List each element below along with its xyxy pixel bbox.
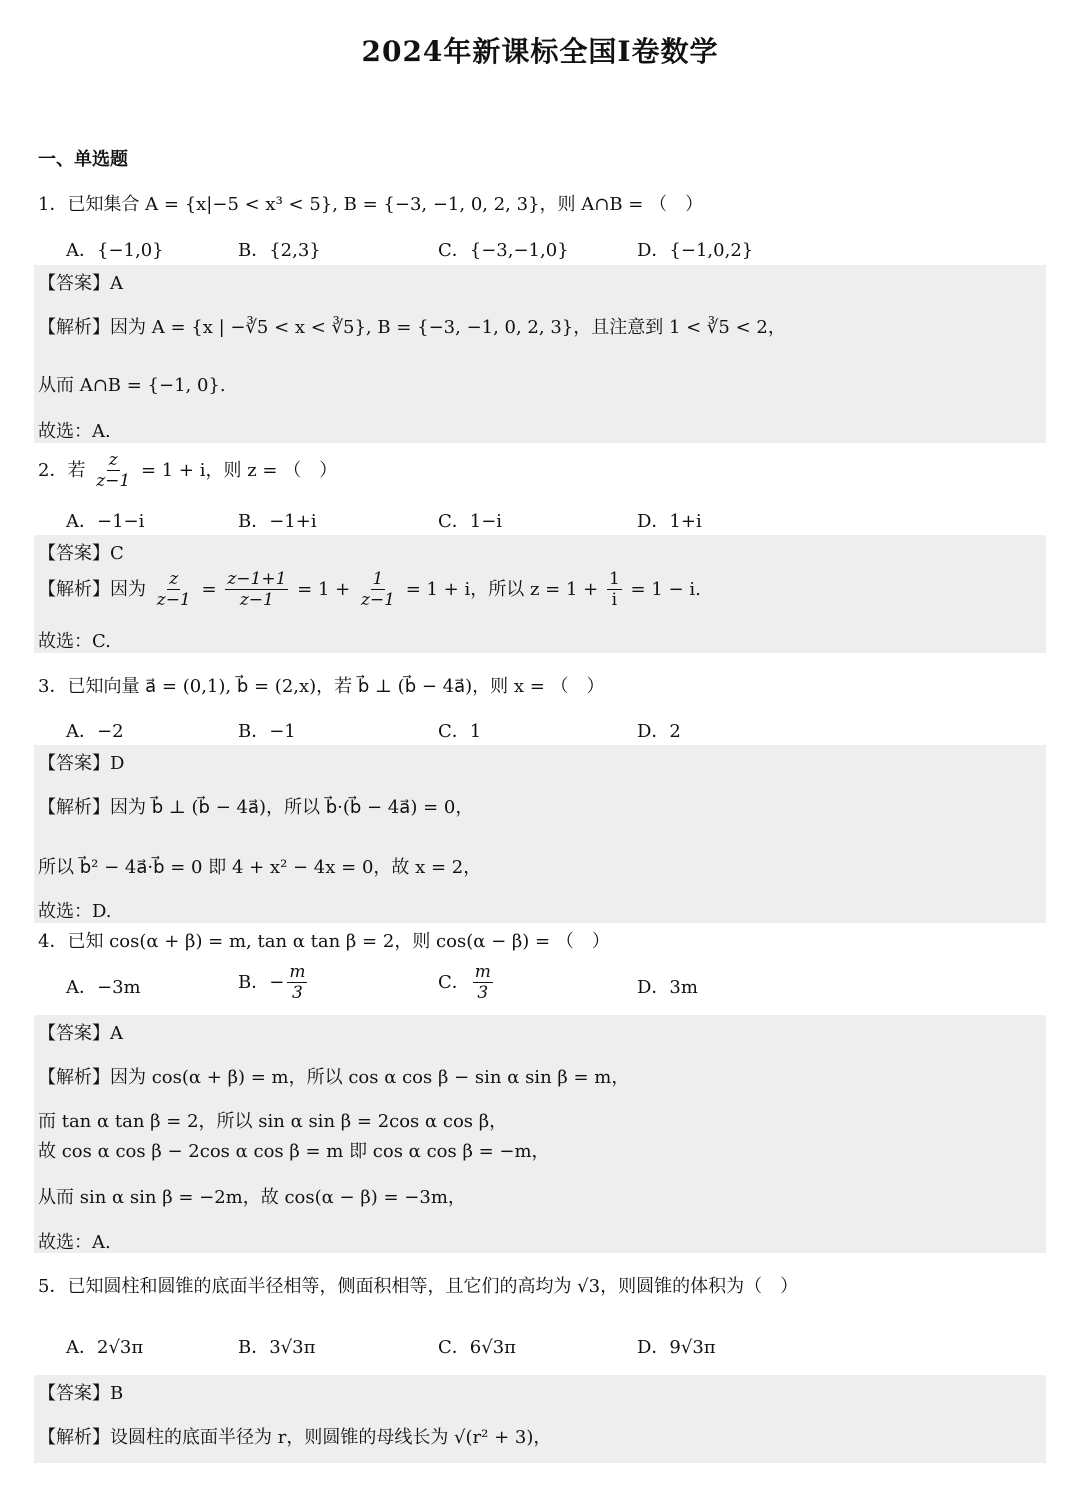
question-4-analysis-line-2: 而 tan α tan β = 2，所以 sin α sin β = 2cos α cos β， xyxy=(38,1111,508,1132)
question-1-analysis-line-1: 【解析】因为 A = {x | −∛5 < x < ∛5}, B = {−3, −1, 0, 2, 3}，且注意到 1 < ∛5 < 2， xyxy=(38,317,786,338)
question-1-option-d: D．{−1,0,2} xyxy=(637,240,754,261)
analysis-fraction-4: $\frac{1}{i}$ xyxy=(608,569,620,611)
question-1-analysis-line-2: 从而 A∩B = {−1, 0}. xyxy=(38,375,226,396)
question-4-option-b: B．− $\frac{m}{3}$ xyxy=(238,962,306,1004)
question-1-stem: 1．已知集合 A = {x|−5 < x³ < 5}, B = {−3, −1, 0, 2, 3}，则 A∩B = （ ） xyxy=(38,194,704,215)
option-b-fraction: $\frac{m}{3}$ xyxy=(289,962,306,1004)
question-3-solution-box xyxy=(34,745,1046,923)
question-3-answer: 【答案】D xyxy=(38,753,125,774)
question-2-option-a: A．−1−i xyxy=(66,511,145,532)
question-3-stem: 3．已知向量 a⃗ = (0,1), b⃗ = (2,x)，若 b⃗ ⊥ (b⃗ − 4a⃗)，则 x = （ ） xyxy=(38,676,605,697)
question-2-fraction: $\frac{z}{z-1}$ xyxy=(96,450,131,492)
question-4-option-a: A．−3m xyxy=(66,977,141,998)
question-4-analysis-line-3: 故 cos α cos β − 2cos α cos β = m 即 cos α cos β = −m， xyxy=(38,1141,550,1162)
question-5-stem: 5．已知圆柱和圆锥的底面半径相等，侧面积相等，且它们的高均为 √3，则圆锥的体积为（ ） xyxy=(38,1276,799,1297)
question-1-answer: 【答案】A xyxy=(38,273,123,294)
question-4-analysis-line-5: 故选：A. xyxy=(38,1232,111,1253)
question-5-option-a: A．2√3π xyxy=(66,1337,144,1358)
question-4-option-c: C． $\frac{m}{3}$ xyxy=(438,962,491,1004)
analysis-fraction-1: $\frac{z}{z-1}$ xyxy=(156,569,191,611)
question-2-solution-box xyxy=(34,535,1046,653)
question-4-option-d: D．3m xyxy=(637,977,698,998)
question-4-stem: 4．已知 cos(α + β) = m, tan α tan β = 2，则 cos(α − β) = （ ） xyxy=(38,931,610,952)
analysis-fraction-2: $\frac{z-1+1}{z-1}$ xyxy=(227,569,287,611)
question-2-analysis-line-1: 【解析】因为 $\frac{z}{z-1}$ = $\frac{z-1+1}{z-1}$ = 1 + $\frac{1}{z-1}$ = 1 + i，所以 z = 1 + $\frac{1}{i}$ = 1 − i. xyxy=(38,569,701,611)
question-3-analysis-line-2: 所以 b⃗² − 4a⃗·b⃗ = 0 即 4 + x² − 4x = 0，故 x = 2， xyxy=(38,857,482,878)
page-title: 2024年新课标全国Ⅰ卷数学 xyxy=(361,35,719,68)
question-2-option-b: B．−1+i xyxy=(238,511,317,532)
question-3-option-c: C．1 xyxy=(438,721,482,742)
question-3-option-a: A．−2 xyxy=(66,721,124,742)
question-2-stem: 2．若 $\frac{z}{z-1}$ = 1 + i，则 z = （ ） xyxy=(38,450,338,492)
section-heading: 一、单选题 xyxy=(38,149,128,170)
question-5-option-c: C．6√3π xyxy=(438,1337,516,1358)
question-2-analysis-line-2: 故选：C. xyxy=(38,631,111,652)
question-4-solution-box xyxy=(34,1015,1046,1253)
question-5-analysis-line-1: 【解析】设圆柱的底面半径为 r，则圆锥的母线长为 √(r² + 3)， xyxy=(38,1427,552,1448)
question-1-solution-box xyxy=(34,265,1046,443)
question-5-solution-box xyxy=(34,1375,1046,1463)
analysis-fraction-3: $\frac{1}{z-1}$ xyxy=(360,569,395,611)
question-2-option-d: D．1+i xyxy=(637,511,702,532)
question-1-option-c: C．{−3,−1,0} xyxy=(438,240,569,261)
question-1-option-a: A．{−1,0} xyxy=(66,240,164,261)
question-3-analysis-line-3: 故选：D. xyxy=(38,901,112,922)
question-5-option-b: B．3√3π xyxy=(238,1337,316,1358)
question-4-analysis-line-4: 从而 sin α sin β = −2m，故 cos(α − β) = −3m， xyxy=(38,1187,466,1208)
question-5-option-d: D．9√3π xyxy=(637,1337,716,1358)
question-1-option-b: B．{2,3} xyxy=(238,240,321,261)
question-3-option-d: D．2 xyxy=(637,721,681,742)
question-4-analysis-line-1: 【解析】因为 cos(α + β) = m，所以 cos α cos β − sin α sin β = m， xyxy=(38,1067,630,1088)
question-5-answer: 【答案】B xyxy=(38,1383,124,1404)
question-3-option-b: B．−1 xyxy=(238,721,296,742)
question-2-answer: 【答案】C xyxy=(38,543,124,564)
question-2-option-c: C．1−i xyxy=(438,511,503,532)
question-1-analysis-line-3: 故选：A. xyxy=(38,421,111,442)
question-4-answer: 【答案】A xyxy=(38,1023,123,1044)
question-3-analysis-line-1: 【解析】因为 b⃗ ⊥ (b⃗ − 4a⃗)，所以 b⃗·(b⃗ − 4a⃗) = 0， xyxy=(38,797,474,818)
option-c-fraction: $\frac{m}{3}$ xyxy=(474,962,491,1004)
